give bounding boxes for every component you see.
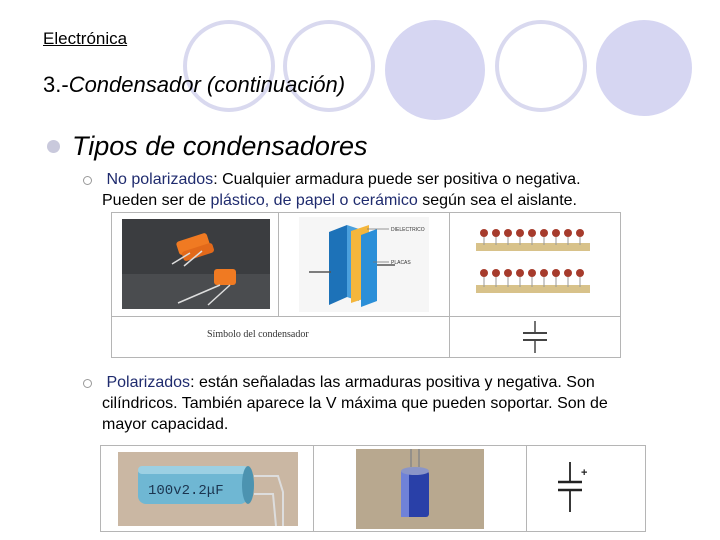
photo-cell	[101, 446, 314, 532]
symbol-label: Símbolo del condensador	[207, 329, 309, 340]
ceramic-capacitor-strip-photo	[476, 221, 596, 311]
item-term: No polarizados	[106, 171, 214, 188]
electrolytic-can-photo	[356, 449, 484, 529]
diagram-label: DIELECTRICO	[391, 227, 425, 233]
item-text: : Cualquier armadura puede ser positiva o negativa.	[213, 171, 581, 188]
subtitle-text: Condensador (continuación)	[68, 72, 346, 97]
polarized-capacitor-symbol-icon	[557, 462, 591, 512]
item-line	[102, 169, 581, 190]
slide-subtitle	[43, 72, 345, 98]
header-title: Electrónica	[43, 29, 128, 48]
item-polarizados	[102, 372, 608, 435]
item-text: según sea el aislante.	[417, 192, 577, 209]
symbol-label-cell	[112, 317, 450, 358]
item-term: Polarizados	[106, 374, 191, 391]
item-line: cilíndricos. También aparece la V máxima que pueden soportar. Son de	[102, 395, 608, 412]
capacitor-symbol-icon	[520, 321, 550, 353]
capacitor-print: 100v2.2μF	[148, 483, 224, 499]
decorative-circle	[183, 20, 275, 112]
item-line	[102, 190, 581, 211]
non-polarized-capacitor-photo	[122, 219, 270, 309]
sub-bullet-icon	[83, 379, 92, 388]
plus-sign: +	[581, 467, 588, 479]
subtitle-number: 3.-	[43, 72, 69, 97]
diagram-label: PLACAS	[391, 260, 411, 266]
item-materials: plástico, de papel o cerámico	[210, 192, 418, 209]
capacitor-structure-diagram	[299, 217, 429, 312]
item-line	[102, 372, 608, 393]
diagram-cell	[279, 213, 450, 317]
ceramic-photo-cell	[450, 213, 621, 317]
non-polarized-figure	[111, 212, 621, 358]
bullet-icon	[47, 140, 60, 153]
decorative-circle	[495, 20, 587, 112]
item-no-polarizados	[102, 169, 581, 211]
decorative-circle	[596, 20, 692, 116]
item-text: Pueden ser de	[102, 192, 211, 209]
sub-bullet-icon	[83, 176, 92, 185]
decorative-circle	[283, 20, 375, 112]
symbol-cell	[527, 446, 646, 532]
symbol-cell	[450, 317, 621, 358]
photo-cell	[112, 213, 279, 317]
section-heading: Tipos de condensadores	[72, 131, 368, 161]
decorative-circle	[385, 20, 485, 120]
photo-cell	[314, 446, 527, 532]
item-line: mayor capacidad.	[102, 416, 229, 433]
item-text: : están señaladas las armaduras positiva y negativa. Son	[190, 374, 595, 391]
electrolytic-capacitor-photo	[118, 452, 298, 526]
polarized-figure	[100, 445, 646, 532]
